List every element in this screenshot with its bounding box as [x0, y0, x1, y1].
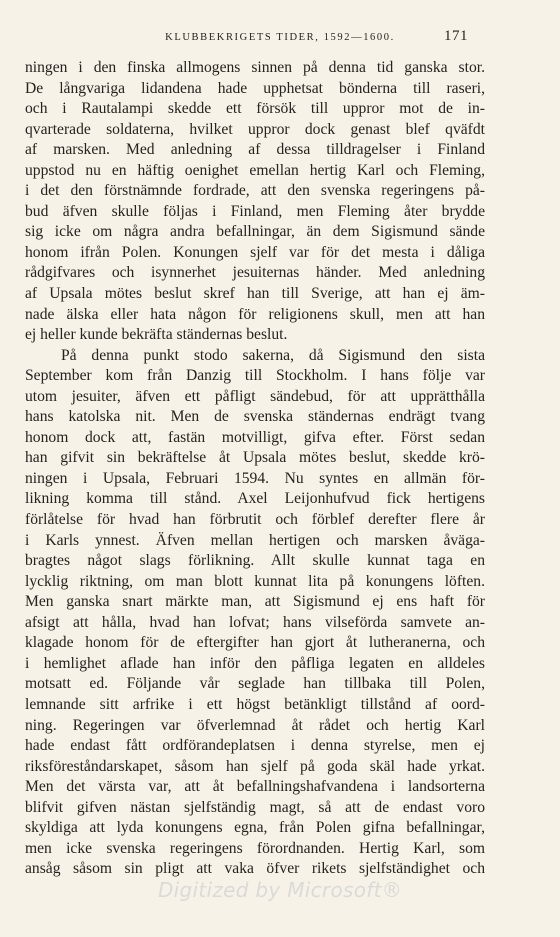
- text-line: riksföreståndarskapet, såsom han sjelf på goda skäl hade yrkat.: [25, 757, 485, 775]
- text-line: bud äfven skulle följas i Finland, men Fleming åter brydde: [25, 202, 485, 220]
- text-line: hans katolska nit. Men de svenska ständernas endrägt tvang: [25, 408, 485, 426]
- text-line: afsigt att hålla, hvad han lofvat; hans vilseförda samvete an-: [25, 613, 485, 631]
- text-line: ningen i den finska allmogens sinnen på denna tid ganska stor.: [25, 59, 485, 76]
- text-line: ningen i Upsala, Februari 1594. Nu syntes en allmän för-: [25, 469, 485, 487]
- text-line: men icke svenska regeringens förordnanden. Hertig Karl, som: [25, 839, 485, 857]
- text-line: utom jesuiter, äfven ett påfligt sändebud, för att upprätthålla: [25, 387, 485, 405]
- text-line: rådgifvares och isynnerhet jesuiternas händer. Med anledning: [25, 264, 485, 282]
- text-line: lemnande sitt arfrike i ett högst betänkligt tillstånd af oord-: [25, 695, 485, 713]
- text-line: lycklig riktning, om man blott kunnat lita på konungens löften.: [25, 572, 485, 590]
- text-line: honom dock att, fastän motvilligt, gifva efter. Först sedan: [25, 428, 485, 446]
- text-line: September kom från Danzig till Stockholm. I hans följe var: [25, 367, 485, 385]
- text-line: förlåtelse för hvad han förbrutit och förblef derefter flere år: [25, 511, 485, 529]
- text-line: han gifvit sin bekräftelse åt Upsala mötes beslut, skedde krö-: [25, 449, 485, 467]
- running-title: KLUBBEKRIGETS TIDER, 1592—1600.: [165, 32, 395, 43]
- text-line: likning komma till stånd. Axel Leijonhufvud fick hertigens: [25, 490, 485, 508]
- text-line: Men det värsta var, att åt befallningshafvandena i landsorterna: [25, 778, 485, 796]
- text-line: bragtes något slags förlikning. Allt skulle kunnat taga en: [25, 552, 485, 570]
- text-line: motsatt ed. Följande vår seglade han tillbaka till Polen,: [25, 675, 485, 693]
- text-line: af marsken. Med anledning af dessa tilldragelser i Finland: [25, 141, 485, 159]
- text-line: Men ganska snart märkte man, att Sigismund ej ens haft för: [25, 593, 485, 611]
- text-line: i Karls ynnest. Äfven mellan hertigen och marsken åväga-: [25, 531, 485, 549]
- text-line: uppstod nu en häftig oenighet emellan hertig Karl och Fleming,: [25, 161, 485, 179]
- text-line: honom ifrån Polen. Konungen sjelf var för det mesta i dåliga: [25, 243, 485, 261]
- text-line: De långvariga lidandena hade upphetsat bönderna till raseri,: [25, 79, 485, 97]
- text-line: ansåg såsom sin pligt att vaka öfver rikets sjelfständighet och: [25, 860, 485, 878]
- body-text: [25, 58, 485, 880]
- paragraph-start-line: På denna punkt stodo sakerna, då Sigismund den sista: [61, 346, 485, 364]
- text-line: klagade honom för de eftergifter han gjort åt lutheranerna, och: [25, 634, 485, 652]
- text-line: ning. Regeringen var öfverlemnad åt rådet och hertig Karl: [25, 716, 485, 734]
- text-line: hade endast fått ordförandeplatsen i denna styrelse, men ej: [25, 737, 485, 755]
- page-number: 171: [444, 28, 468, 44]
- text-line: qvarterade soldaterna, hvilket uppror dock genast blef qväfdt: [25, 120, 485, 138]
- text-line: af Upsala mötes beslut skref han till Sverige, att han ej äm-: [25, 285, 485, 303]
- text-line: och i Rautalampi skedde ett försök till uppror mot de in-: [25, 100, 485, 118]
- text-line: nade älska eller hata någon för religionens skull, men att han: [25, 305, 485, 323]
- text-line: i hemlighet aflade han inför den påfliga legaten en alldeles: [25, 654, 485, 672]
- text-line: i det den förstnämnde fordrade, att den svenska regeringens på-: [25, 182, 485, 200]
- text-line: sig icke om några andra befallningar, än dem Sigismund sände: [25, 223, 485, 241]
- text-line: blifvit gifven nästan sjelfständig magt, så att de endast voro: [25, 798, 485, 816]
- running-head: [0, 28, 560, 48]
- text-line: skyldiga att lyda konungens egna, från Polen gifna befallningar,: [25, 819, 485, 837]
- digitization-watermark: Digitized by Microsoft®: [157, 878, 403, 902]
- paragraph-end-line: ej heller kunde bekräfta ständernas beslut.: [25, 326, 288, 344]
